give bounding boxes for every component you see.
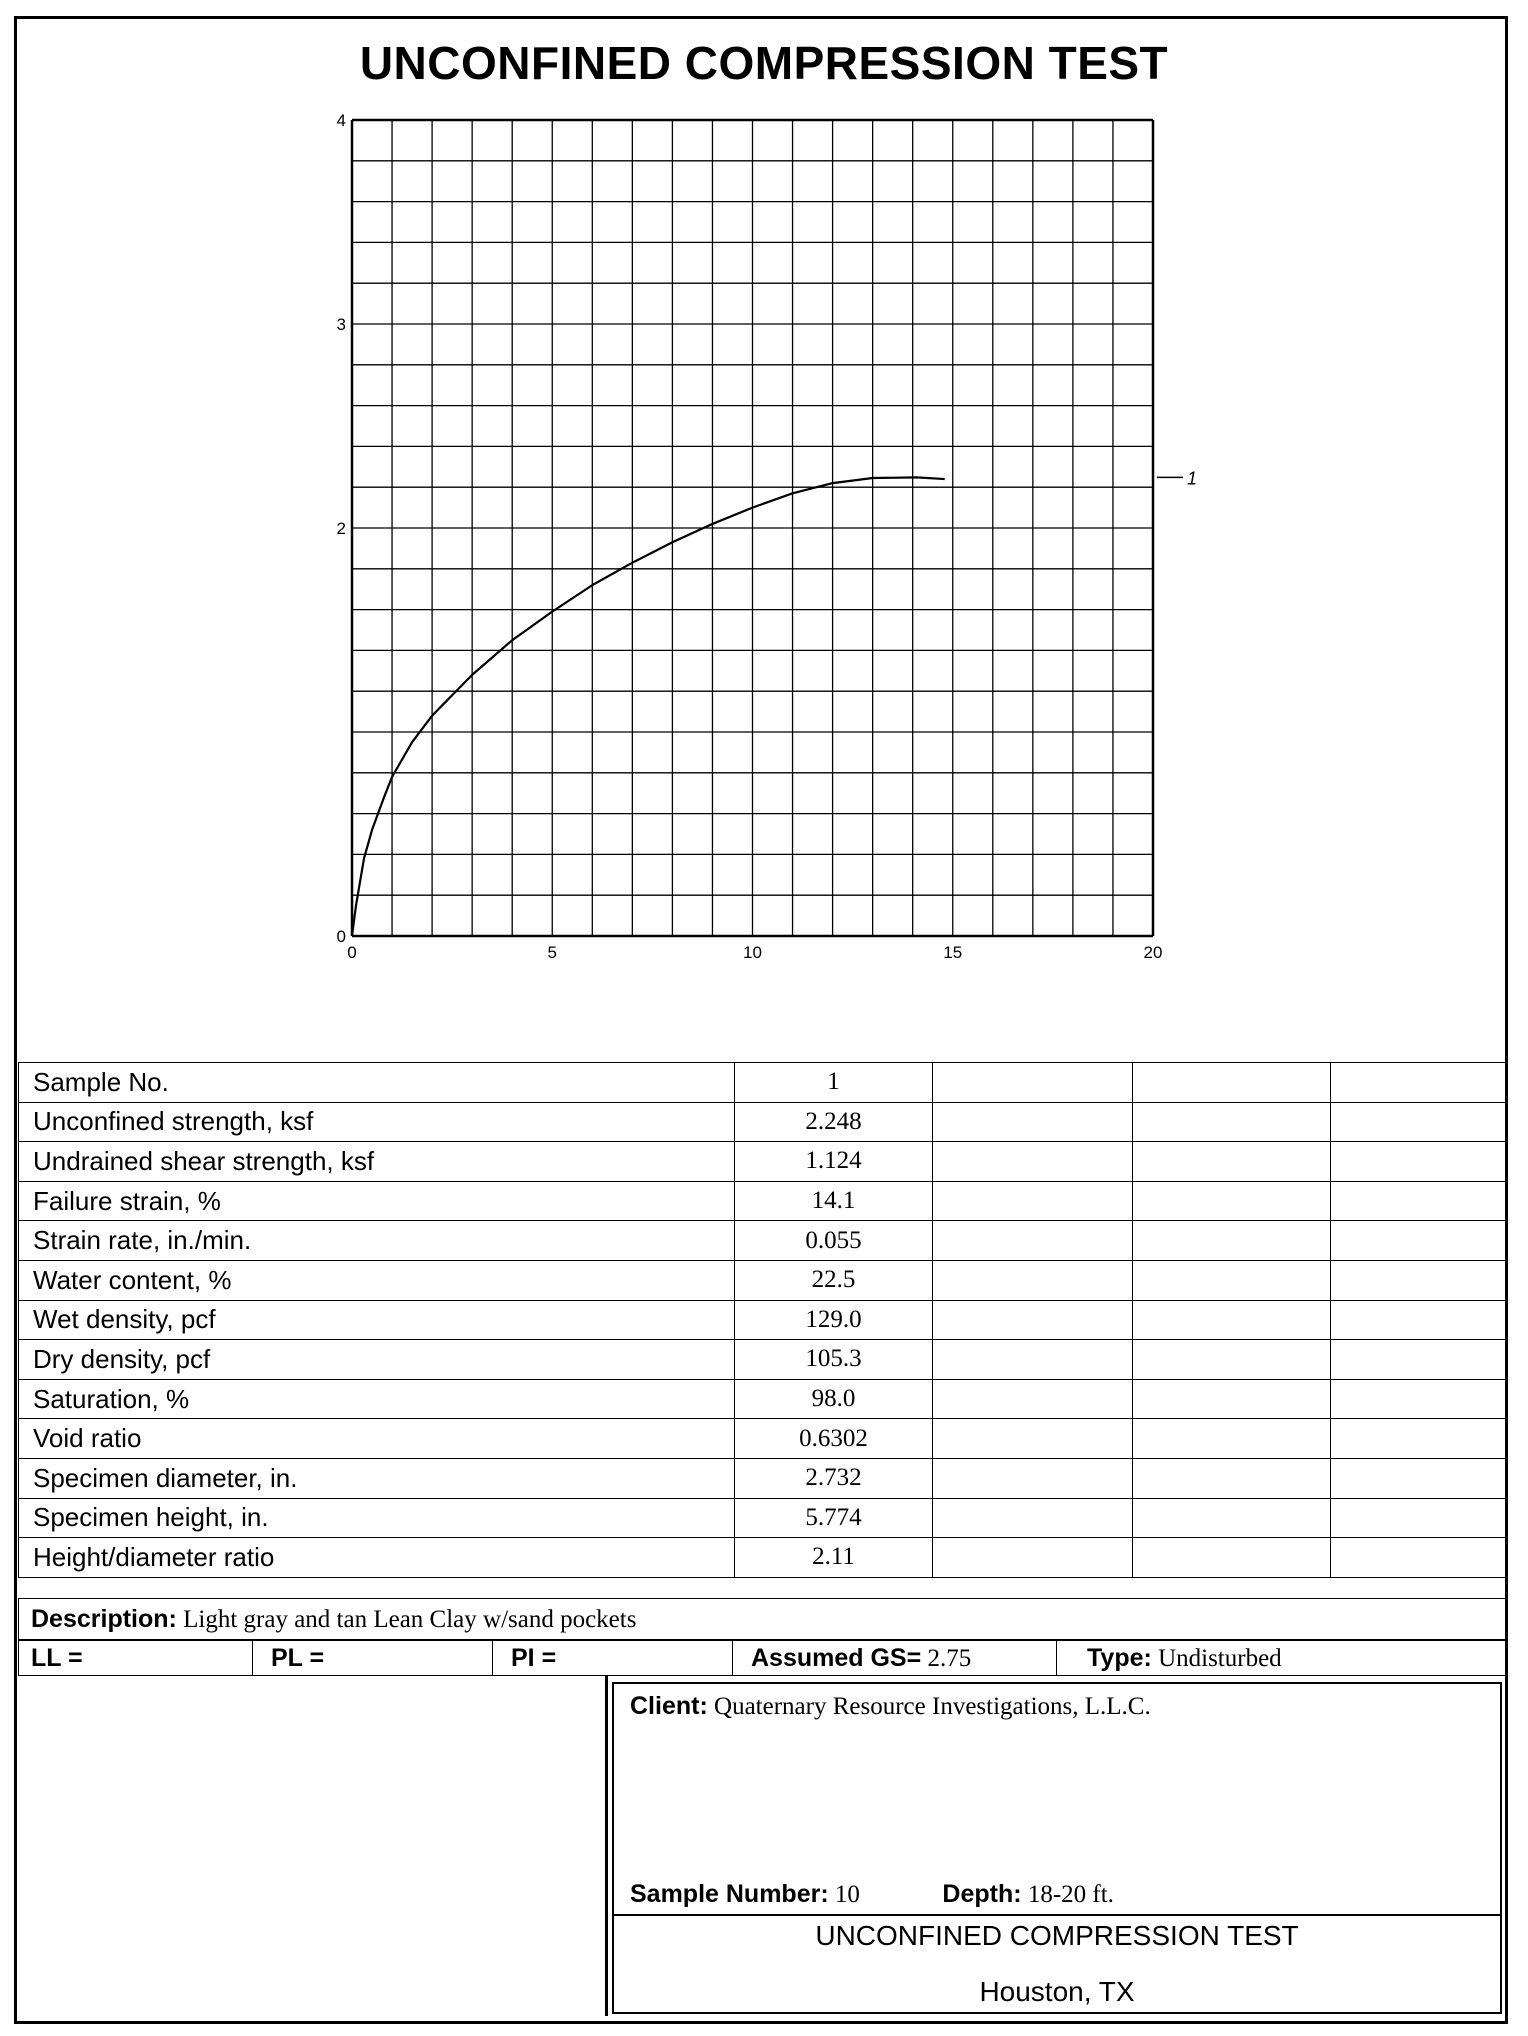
- empty-cell: [933, 1181, 1133, 1221]
- empty-cell: [1331, 1102, 1507, 1142]
- chart-series: [352, 468, 1197, 936]
- description-value: Light gray and tan Lean Clay w/sand pockets: [183, 1606, 637, 1633]
- y-tick-label: 4: [336, 111, 346, 130]
- x-tick-label: 5: [547, 943, 557, 962]
- row-value: 0.055: [735, 1221, 933, 1261]
- empty-cell: [1133, 1340, 1331, 1380]
- row-label: Void ratio: [19, 1419, 735, 1459]
- table-row: [19, 1142, 1507, 1182]
- empty-cell: [1331, 1498, 1507, 1538]
- empty-cell: [1133, 1221, 1331, 1261]
- row-value: 1.124: [735, 1142, 933, 1182]
- x-tick-label: 20: [1143, 943, 1163, 962]
- client-divider: [614, 1914, 1500, 1916]
- empty-cell: [933, 1300, 1133, 1340]
- empty-cell: [1133, 1181, 1331, 1221]
- chart-grid: [352, 120, 1153, 936]
- row-label: Specimen height, in.: [19, 1498, 735, 1538]
- stress-strain-chart: [0, 0, 1528, 1000]
- client-line: [630, 1692, 1151, 1721]
- type-cell: [1057, 1641, 1507, 1675]
- table-row: [19, 1221, 1507, 1261]
- empty-cell: [1133, 1142, 1331, 1182]
- table-row: [19, 1260, 1507, 1300]
- pi-label: PI =: [493, 1641, 733, 1675]
- x-tick-label: 10: [743, 943, 762, 962]
- empty-cell: [933, 1142, 1133, 1182]
- blank-panel: [18, 1676, 608, 2016]
- table-row: [19, 1379, 1507, 1419]
- pl-label: PL =: [253, 1641, 493, 1675]
- row-value: 0.6302: [735, 1419, 933, 1459]
- x-tick-label: 15: [943, 943, 963, 962]
- row-label: Unconfined strength, ksf: [19, 1102, 735, 1142]
- empty-cell: [933, 1379, 1133, 1419]
- row-label: Saturation, %: [19, 1379, 735, 1419]
- y-tick-label: 0: [336, 927, 346, 946]
- table-row: [19, 1300, 1507, 1340]
- sample-number-label: Sample Number:: [630, 1880, 829, 1908]
- table-row: [19, 1340, 1507, 1380]
- footer-city: Houston, TX: [979, 1976, 1135, 2007]
- table-row: [19, 1181, 1507, 1221]
- ll-label: LL =: [19, 1641, 253, 1675]
- description-row: [18, 1598, 1506, 1640]
- table-row: [19, 1419, 1507, 1459]
- depth-value: 18-20 ft.: [1027, 1881, 1114, 1908]
- client-name: Quaternary Resource Investigations, L.L.C.: [714, 1693, 1151, 1720]
- empty-cell: [1331, 1340, 1507, 1380]
- row-label: Specimen diameter, in.: [19, 1458, 735, 1498]
- chart-tick-labels: [337, 111, 1163, 962]
- empty-cell: [1133, 1498, 1331, 1538]
- empty-cell: [1331, 1063, 1507, 1103]
- sample-number-value: 10: [834, 1881, 860, 1908]
- row-value: 105.3: [735, 1340, 933, 1380]
- row-value: 22.5: [735, 1260, 933, 1300]
- row-label: Dry density, pcf: [19, 1340, 735, 1380]
- empty-cell: [1133, 1063, 1331, 1103]
- empty-cell: [933, 1498, 1133, 1538]
- empty-cell: [933, 1102, 1133, 1142]
- series-line: [352, 477, 945, 936]
- empty-cell: [1331, 1181, 1507, 1221]
- limits-row: [18, 1640, 1506, 1676]
- table-row: [19, 1498, 1507, 1538]
- test-results-table: [18, 1062, 1507, 1578]
- row-value: 14.1: [735, 1181, 933, 1221]
- x-tick-label: 0: [347, 943, 357, 962]
- empty-cell: [1331, 1260, 1507, 1300]
- empty-cell: [1133, 1538, 1331, 1578]
- row-label: Strain rate, in./min.: [19, 1221, 735, 1261]
- assumed-gs-value: 2.75: [927, 1645, 972, 1672]
- empty-cell: [1331, 1221, 1507, 1261]
- client-label: Client:: [630, 1692, 708, 1720]
- empty-cell: [1331, 1458, 1507, 1498]
- empty-cell: [1133, 1300, 1331, 1340]
- row-value: 1: [735, 1063, 933, 1103]
- empty-cell: [933, 1340, 1133, 1380]
- y-tick-label: 3: [336, 315, 346, 334]
- empty-cell: [933, 1063, 1133, 1103]
- type-label: Type:: [1087, 1644, 1152, 1672]
- depth-label: Depth:: [942, 1880, 1022, 1908]
- empty-cell: [1133, 1379, 1331, 1419]
- row-value: 129.0: [735, 1300, 933, 1340]
- table-row: [19, 1063, 1507, 1103]
- empty-cell: [933, 1538, 1133, 1578]
- empty-cell: [1331, 1142, 1507, 1182]
- description-label: Description:: [31, 1605, 177, 1633]
- row-value: 2.11: [735, 1538, 933, 1578]
- row-label: Height/diameter ratio: [19, 1538, 735, 1578]
- table-row: [19, 1458, 1507, 1498]
- empty-cell: [933, 1221, 1133, 1261]
- empty-cell: [933, 1260, 1133, 1300]
- row-value: 5.774: [735, 1498, 933, 1538]
- row-value: 2.732: [735, 1458, 933, 1498]
- type-value: Undisturbed: [1158, 1645, 1282, 1672]
- row-label: Failure strain, %: [19, 1181, 735, 1221]
- empty-cell: [1331, 1538, 1507, 1578]
- row-label: Undrained shear strength, ksf: [19, 1142, 735, 1182]
- empty-cell: [1133, 1458, 1331, 1498]
- y-tick-label: 2: [336, 519, 346, 538]
- assumed-gs-label: Assumed GS=: [751, 1644, 922, 1672]
- empty-cell: [933, 1458, 1133, 1498]
- row-value: 2.248: [735, 1102, 933, 1142]
- client-box: [612, 1682, 1502, 2014]
- sample-line: [630, 1880, 1114, 1909]
- footer-title: UNCONFINED COMPRESSION TEST: [815, 1920, 1299, 1951]
- empty-cell: [1331, 1379, 1507, 1419]
- row-label: Water content, %: [19, 1260, 735, 1300]
- empty-cell: [1133, 1260, 1331, 1300]
- empty-cell: [1331, 1419, 1507, 1459]
- table-row: [19, 1102, 1507, 1142]
- series-label: 1: [1187, 468, 1198, 489]
- empty-cell: [1133, 1419, 1331, 1459]
- row-value: 98.0: [735, 1379, 933, 1419]
- empty-cell: [1133, 1102, 1331, 1142]
- assumed-gs-cell: [733, 1641, 1057, 1675]
- row-label: Wet density, pcf: [19, 1300, 735, 1340]
- page-title: UNCONFINED COMPRESSION TEST: [359, 37, 1169, 89]
- empty-cell: [1331, 1300, 1507, 1340]
- empty-cell: [933, 1419, 1133, 1459]
- row-label: Sample No.: [19, 1063, 735, 1103]
- table-row: [19, 1538, 1507, 1578]
